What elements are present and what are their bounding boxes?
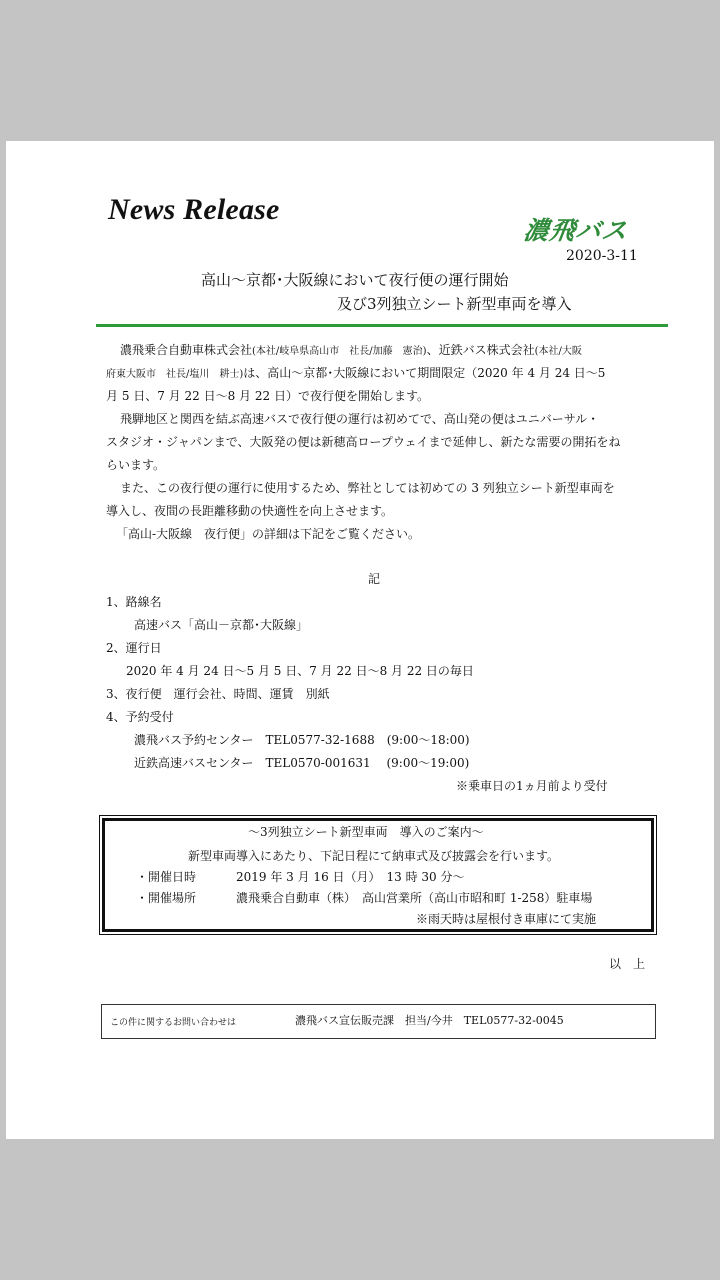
reservation-center-kintetsu: 近鉄高速バスセンター TEL0570-001631 (9:00〜19:00)	[134, 756, 470, 770]
route-value: 高速バス「高山－京都･大阪線」	[134, 618, 309, 632]
headline-line-2: 及び3列独立シート新型車両を導入	[337, 295, 572, 313]
intro-line: また、この夜行便の運行に使用するため、弊社としては初めての 3 列独立シート新型車両を	[120, 481, 615, 495]
contact-lead: この件に関するお問い合わせは	[110, 1018, 237, 1028]
intro-line: スタジオ・ジャパンまで、大阪発の便は新穂高ロープウェイまで延伸し、新たな需要の開拓をね	[106, 435, 621, 449]
intro-line: らいます。	[106, 458, 166, 472]
intro-line: 飛騨地区と関西を結ぶ高速バスで夜行便の運行は初めてで、高山発の便はユニバーサル・	[120, 412, 600, 426]
route-label: 1、路線名	[106, 595, 162, 609]
release-date: 2020-3-11	[566, 248, 638, 264]
operation-date-value: 2020 年 4 月 24 日〜5 月 5 日、7 月 22 日〜8 月 22 日の毎日	[126, 664, 474, 678]
reservation-label: 4、予約受付	[106, 710, 174, 724]
news-release-page	[6, 141, 714, 1139]
notice-date-value: 2019 年 3 月 16 日（月） 13 時 30 分〜	[236, 870, 465, 884]
notice-place-value: 濃飛乗合自動車（株） 高山営業所（高山市昭和町 1-258）駐車場	[236, 891, 593, 905]
closing-mark: 以 上	[609, 957, 646, 971]
notice-date-label: ・開催日時	[136, 870, 197, 884]
headline-line-1: 高山〜京都･大阪線において夜行便の運行開始	[201, 271, 509, 289]
intro-line: 濃飛乗合自動車株式会社(本社/岐阜県高山市 社長/加藤 憲治)、近鉄バス株式会社(本社/大阪	[120, 343, 582, 357]
reservation-note: ※乗車日の1ヵ月前より受付	[456, 779, 608, 793]
notice-place-label: ・開催場所	[136, 891, 197, 905]
operation-date-label: 2、運行日	[106, 641, 162, 655]
green-divider	[96, 324, 668, 327]
intro-line: 導入し、夜間の長距離移動の快適性を向上させます。	[106, 504, 394, 518]
intro-line: 府東大阪市 社長/塩川 耕士)は、高山〜京都･大阪線において期間限定（2020 年 4 月 24 日〜5	[106, 366, 606, 380]
intro-line: 月 5 日、7 月 22 日〜8 月 22 日）で夜行便を開始します。	[106, 389, 430, 403]
news-release-title: News Release	[108, 193, 280, 226]
notice-rain-note: ※雨天時は屋根付き車庫にて実施	[416, 912, 597, 926]
reservation-center-nohi: 濃飛バス予約センター TEL0577-32-1688 (9:00〜18:00)	[134, 733, 470, 747]
notice-lead: 新型車両導入にあたり、下記日程にて納車式及び披露会を行います。	[188, 849, 560, 863]
contact-info: 濃飛バス宣伝販売課 担当/今井 TEL0577-32-0045	[295, 1014, 564, 1027]
night-service-info: 3、夜行便 運行会社、時間、運賃 別紙	[106, 687, 330, 701]
nohi-bus-logo: 濃飛バス	[521, 216, 630, 245]
ki-heading: 記	[368, 572, 381, 586]
notice-title: 〜3列独立シート新型車両 導入のご案内〜	[248, 825, 484, 839]
intro-line: 「高山-大阪線 夜行便」の詳細は下記をご覧ください。	[116, 527, 421, 541]
